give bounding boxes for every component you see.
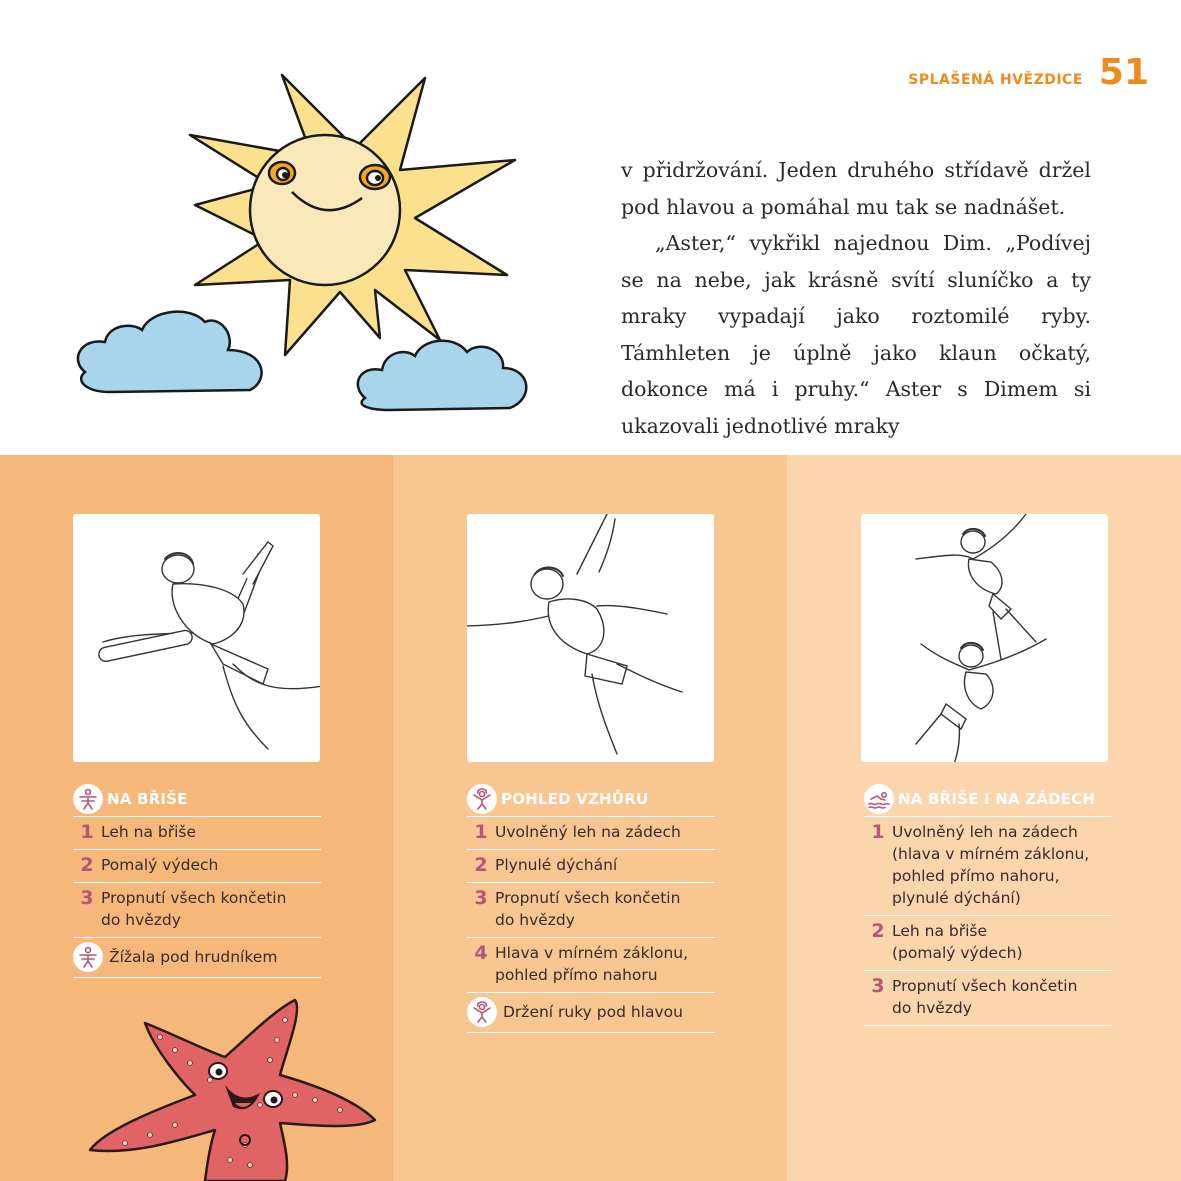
page-number: 51 (1098, 52, 1149, 93)
step-row (864, 916, 1112, 971)
step-number: 2 (474, 854, 488, 876)
step-row (864, 971, 1112, 1026)
cloud-icon (78, 312, 262, 392)
aid-row (73, 938, 321, 978)
step-number: 2 (80, 854, 94, 876)
step-text: Plynulé dýchání (495, 856, 618, 874)
figure-prone-icon (73, 784, 103, 814)
column-title: NA BŘIŠE (107, 790, 188, 808)
step-number: 3 (871, 975, 885, 997)
aid-text: Držení ruky pod hlavou (503, 1003, 683, 1021)
figure-supine-icon (467, 997, 497, 1027)
exercise-column-2 (467, 782, 715, 1033)
starfish-icon (85, 995, 385, 1181)
exercise-illustration (73, 514, 320, 762)
step-text: Leh na břiše (pomalý výdech) (892, 922, 1023, 962)
two-swimmers-icon (861, 514, 1108, 762)
step-number: 1 (474, 821, 488, 843)
running-title: SPLAŠENÁ HVĚZDICE (908, 72, 1083, 88)
step-number: 3 (80, 887, 94, 909)
step-row (73, 817, 321, 850)
column-title: POHLED VZHŮRU (501, 790, 649, 808)
swimmer-prone-icon (73, 514, 320, 762)
swimmer-supine-icon (467, 514, 714, 762)
column-title-row (73, 782, 321, 817)
step-number: 1 (871, 821, 885, 843)
aid-text: Žížala pod hrudníkem (109, 948, 278, 966)
step-number: 3 (474, 887, 488, 909)
step-text: Pomalý výdech (101, 856, 219, 874)
figure-supine-icon (467, 784, 497, 814)
aid-row (467, 993, 715, 1033)
column-title-row (467, 782, 715, 817)
step-text: Propnutí všech končetin do hvězdy (101, 889, 287, 929)
step-row (467, 850, 715, 883)
exercise-illustration (861, 514, 1108, 762)
sun-icon (190, 75, 515, 355)
column-title-row (864, 782, 1112, 817)
sun-and-clouds-illustration (70, 60, 570, 420)
exercise-column-1 (73, 782, 321, 978)
cloud-icon (358, 341, 526, 410)
step-row (73, 850, 321, 883)
exercise-illustration (467, 514, 714, 762)
story-paragraph: „Aster,“ vykřikl najednou Dim. „Podívej se na nebe, jak krásně svítí sluníčko a ty mraky vypadají jako roztomilé ryby. Támhleten je úplně jako klaun očkatý, dokonce má i pruhy.“ Aster s Dimem si ukazovali jednotlivé mraky (621, 231, 1091, 438)
step-number: 1 (80, 821, 94, 843)
step-text: Propnutí všech končetin do hvězdy (892, 977, 1078, 1017)
step-row (467, 938, 715, 993)
step-text: Uvolněný leh na zádech (hlava v mírném záklonu, pohled přímo nahoru, plynulé dýchání) (892, 823, 1090, 907)
step-text: Propnutí všech končetin do hvězdy (495, 889, 681, 929)
step-text: Uvolněný leh na zádech (495, 823, 681, 841)
swimmer-icon (864, 784, 894, 814)
page-header (908, 52, 1149, 93)
figure-prone-icon (73, 942, 103, 972)
step-number: 4 (474, 942, 488, 964)
step-row (73, 883, 321, 938)
step-number: 2 (871, 920, 885, 942)
step-row (467, 883, 715, 938)
story-text (621, 152, 1091, 444)
step-text: Hlava v mírném záklonu, pohled přímo nahoru (495, 944, 689, 984)
exercise-column-3 (864, 782, 1112, 1026)
step-row (864, 817, 1112, 916)
column-title: NA BŘIŠE I NA ZÁDECH (898, 790, 1096, 808)
step-text: Leh na břiše (101, 823, 197, 841)
story-paragraph: v přidržování. Jeden druhého střídavě držel pod hlavou a pomáhal mu tak se nadnášet. (621, 158, 1091, 219)
step-row (467, 817, 715, 850)
